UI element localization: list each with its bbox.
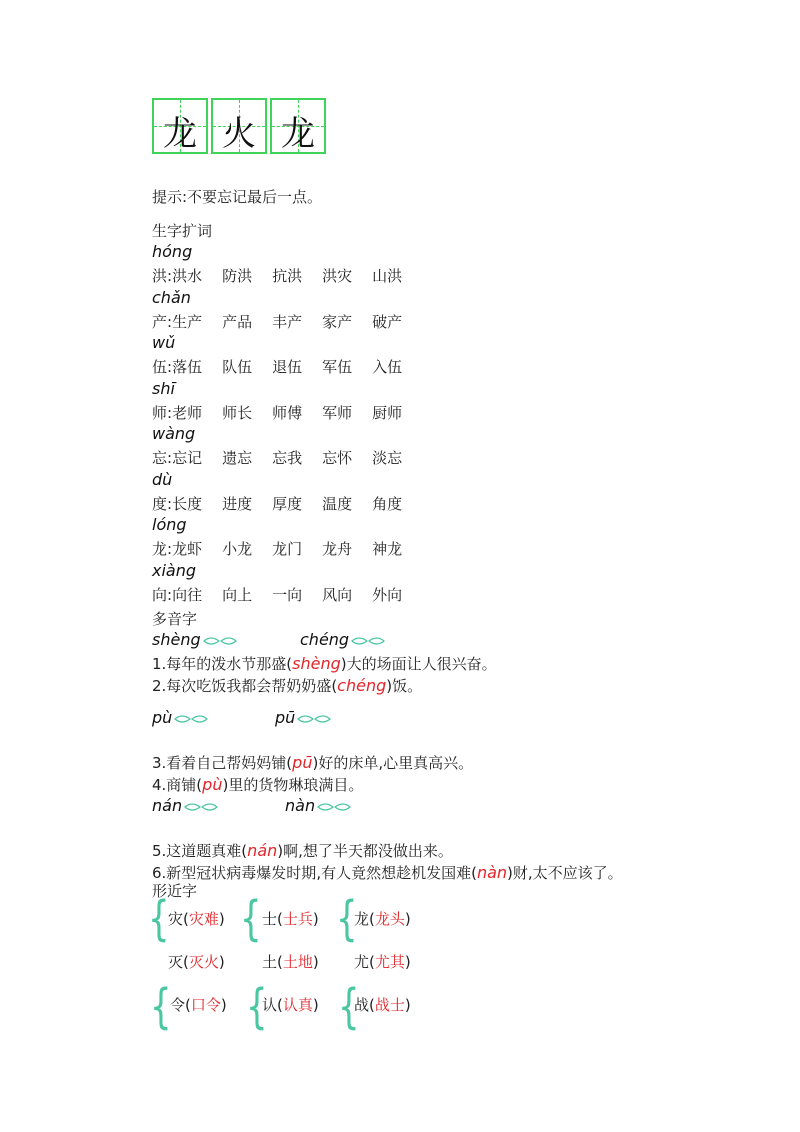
vocab-word: 师傅 bbox=[272, 403, 303, 422]
brace-icon: { bbox=[246, 979, 268, 1035]
leaf-icon bbox=[203, 636, 237, 646]
poly-sentence bbox=[152, 774, 363, 795]
title-char: 龙 bbox=[281, 114, 315, 154]
sentence-pre: 5.这道题真难( bbox=[152, 842, 248, 860]
similar-item-b bbox=[262, 951, 319, 972]
poly-pinyin-2 bbox=[300, 630, 385, 649]
leaf-icon bbox=[184, 802, 218, 812]
similar-word: 灭火 bbox=[188, 953, 219, 971]
similar-word: 口令 bbox=[190, 996, 221, 1014]
sentence-post: )饭。 bbox=[386, 677, 423, 695]
vocab-word: 风向 bbox=[322, 585, 353, 604]
pinyin-text: pù bbox=[152, 708, 173, 727]
vocab-word: 温度 bbox=[322, 494, 353, 513]
title-char: 龙 bbox=[163, 114, 197, 154]
paren: ) bbox=[218, 910, 225, 928]
sentence-pre: 2.每次吃饭我都会帮奶奶盛( bbox=[152, 677, 338, 695]
poly-pinyin-2 bbox=[285, 796, 351, 815]
similar-item-b bbox=[168, 951, 225, 972]
similar-char: 战( bbox=[354, 996, 375, 1014]
similar-word: 土地 bbox=[282, 953, 313, 971]
similar-item-c bbox=[262, 994, 319, 1015]
poly-pinyin-1 bbox=[152, 796, 218, 815]
similar-item-c bbox=[170, 994, 227, 1015]
leaf-icon bbox=[297, 714, 331, 724]
vocab-char: 伍: bbox=[152, 358, 173, 376]
sentence-post: )财,太不应该了。 bbox=[507, 864, 623, 882]
vocab-word: 龙门 bbox=[272, 540, 303, 558]
vocab-word: 入伍 bbox=[372, 358, 403, 376]
sentence-post: )好的床单,心里真高兴。 bbox=[312, 754, 474, 772]
section-vocab-title: 生字扩词 bbox=[152, 222, 213, 240]
vocab-char: 师: bbox=[152, 403, 173, 422]
vocab-word: 军伍 bbox=[322, 358, 353, 376]
vocab-row bbox=[152, 265, 422, 286]
vocab-word: 遗忘 bbox=[222, 449, 253, 467]
vocab-word: 向上 bbox=[222, 585, 253, 604]
vocab-word: 家产 bbox=[322, 312, 353, 331]
poly-sentence bbox=[152, 675, 422, 696]
vocab-row bbox=[152, 538, 422, 559]
brace-icon: { bbox=[148, 891, 170, 947]
answer-pinyin: chéng bbox=[337, 676, 387, 695]
paren: ) bbox=[312, 953, 319, 971]
vocab-char: 度: bbox=[152, 494, 173, 513]
vocab-char: 向: bbox=[152, 585, 173, 604]
vocab-pinyin: chǎn bbox=[152, 287, 191, 307]
vocab-word: 产品 bbox=[222, 312, 253, 331]
vocab-pinyin: hóng bbox=[152, 242, 193, 261]
vocab-word: 洪水 bbox=[172, 267, 203, 285]
vocab-word: 退伍 bbox=[272, 358, 303, 376]
sentence-post: )大的场面让人很兴奋。 bbox=[340, 655, 497, 673]
vocab-word: 丰产 bbox=[272, 312, 303, 331]
vocab-char: 忘: bbox=[152, 449, 173, 467]
similar-char: 龙( bbox=[354, 910, 375, 928]
vocab-word: 师长 bbox=[222, 403, 253, 422]
paren: ) bbox=[312, 996, 319, 1014]
vocab-word: 队伍 bbox=[222, 358, 253, 376]
similar-item-a bbox=[354, 908, 411, 929]
paren: ) bbox=[220, 996, 227, 1014]
vocab-row bbox=[152, 493, 422, 514]
grid-cell bbox=[152, 98, 208, 154]
brace-icon: { bbox=[150, 979, 172, 1035]
vocab-word: 外向 bbox=[372, 585, 403, 604]
vocab-pinyin: xiàng bbox=[152, 560, 197, 580]
poly-sentence bbox=[152, 840, 453, 861]
similar-word: 认真 bbox=[282, 996, 313, 1014]
section-similar-title: 形近字 bbox=[152, 882, 198, 900]
pinyin-text: nán bbox=[152, 796, 183, 815]
answer-pinyin: nàn bbox=[476, 863, 508, 882]
similar-item-a bbox=[168, 908, 225, 929]
answer-pinyin: nán bbox=[247, 841, 278, 860]
similar-char: 灭( bbox=[168, 953, 189, 971]
sentence-pre: 4.商铺( bbox=[152, 776, 203, 794]
vocab-word: 厨师 bbox=[372, 403, 403, 422]
paren: ) bbox=[404, 996, 411, 1014]
title-char: 火 bbox=[222, 114, 256, 154]
vocab-word: 防洪 bbox=[222, 267, 253, 285]
vocab-row bbox=[152, 584, 422, 605]
sentence-pre: 6.新型冠状病毒爆发时期,有人竟然想趁机发国难( bbox=[152, 864, 477, 882]
vocab-row bbox=[152, 447, 422, 468]
vocab-pinyin: shī bbox=[152, 378, 175, 398]
similar-item-a bbox=[262, 908, 319, 929]
poly-pinyin-1 bbox=[152, 708, 208, 727]
leaf-icon bbox=[174, 714, 208, 724]
similar-word: 战士 bbox=[374, 996, 405, 1014]
similar-char: 土( bbox=[262, 953, 283, 971]
similar-char: 认( bbox=[262, 996, 283, 1014]
leaf-icon bbox=[351, 636, 385, 646]
similar-item-c bbox=[354, 994, 411, 1015]
leaf-icon bbox=[317, 802, 351, 812]
paren: ) bbox=[404, 953, 411, 971]
vocab-row bbox=[152, 356, 422, 377]
vocab-word: 生产 bbox=[172, 312, 203, 331]
vocab-word: 破产 bbox=[372, 312, 403, 331]
vocab-row bbox=[152, 311, 422, 332]
vocab-word: 军师 bbox=[322, 403, 353, 422]
grid-cell bbox=[211, 98, 267, 154]
similar-word: 尤其 bbox=[374, 953, 405, 971]
pinyin-text: pū bbox=[275, 708, 296, 727]
answer-pinyin: pù bbox=[202, 775, 223, 794]
answer-pinyin: shèng bbox=[292, 654, 341, 673]
vocab-word: 老师 bbox=[172, 403, 203, 422]
brace-icon: { bbox=[240, 891, 262, 947]
sentence-pre: 1.每年的泼水节那盛( bbox=[152, 655, 293, 673]
grid-cell bbox=[270, 98, 326, 154]
poly-sentence bbox=[152, 653, 497, 674]
paren: ) bbox=[404, 910, 411, 928]
brace-icon: { bbox=[338, 979, 360, 1035]
vocab-char: 产: bbox=[152, 312, 173, 331]
poly-pinyin-1 bbox=[152, 630, 237, 649]
vocab-char: 洪: bbox=[152, 267, 173, 285]
vocab-word: 龙舟 bbox=[322, 540, 353, 558]
vocab-word: 忘记 bbox=[172, 449, 203, 467]
vocab-pinyin: wàng bbox=[152, 424, 196, 443]
vocab-pinyin: wǔ bbox=[152, 333, 176, 352]
vocab-pinyin: lóng bbox=[152, 515, 187, 534]
vocab-word: 落伍 bbox=[172, 358, 203, 376]
similar-word: 士兵 bbox=[282, 910, 313, 928]
vocab-word: 洪灾 bbox=[322, 267, 353, 285]
sentence-post: )啊,想了半天都没做出来。 bbox=[277, 842, 453, 860]
vocab-word: 抗洪 bbox=[272, 267, 303, 285]
poly-pinyin-2 bbox=[275, 708, 331, 727]
vocab-word: 角度 bbox=[372, 494, 403, 513]
title-grid bbox=[152, 98, 329, 154]
vocab-word: 神龙 bbox=[372, 540, 403, 558]
pinyin-text: chéng bbox=[300, 630, 350, 649]
section-poly-title: 多音字 bbox=[152, 610, 198, 628]
paren: ) bbox=[218, 953, 225, 971]
vocab-word: 忘怀 bbox=[322, 449, 353, 467]
similar-char: 灾( bbox=[168, 910, 189, 928]
sentence-post: )里的货物琳琅满目。 bbox=[222, 776, 364, 794]
vocab-word: 长度 bbox=[172, 494, 203, 513]
brace-icon: { bbox=[336, 891, 358, 947]
paren: ) bbox=[312, 910, 319, 928]
similar-word: 灾难 bbox=[188, 910, 219, 928]
vocab-word: 厚度 bbox=[272, 494, 303, 513]
vocab-word: 一向 bbox=[272, 585, 303, 604]
vocab-word: 进度 bbox=[222, 494, 253, 513]
vocab-word: 向往 bbox=[172, 585, 203, 604]
similar-word: 龙头 bbox=[374, 910, 405, 928]
vocab-word: 小龙 bbox=[222, 540, 253, 558]
answer-pinyin: pū bbox=[292, 753, 313, 772]
similar-char: 令( bbox=[170, 996, 191, 1014]
similar-char: 士( bbox=[262, 910, 283, 928]
pinyin-text: shèng bbox=[152, 630, 201, 649]
vocab-word: 龙虾 bbox=[172, 540, 203, 558]
vocab-char: 龙: bbox=[152, 540, 173, 558]
sentence-pre: 3.看着自己帮妈妈铺( bbox=[152, 754, 293, 772]
vocab-pinyin: dù bbox=[152, 469, 173, 489]
poly-sentence bbox=[152, 862, 623, 883]
vocab-row bbox=[152, 402, 422, 423]
similar-item-b bbox=[354, 951, 411, 972]
similar-char: 尤( bbox=[354, 953, 375, 971]
vocab-word: 忘我 bbox=[272, 449, 303, 467]
vocab-word: 淡忘 bbox=[372, 449, 403, 467]
hint-text: 提示:不要忘记最后一点。 bbox=[152, 188, 323, 206]
poly-sentence bbox=[152, 752, 473, 773]
pinyin-text: nàn bbox=[285, 796, 316, 815]
vocab-word: 山洪 bbox=[372, 267, 403, 285]
